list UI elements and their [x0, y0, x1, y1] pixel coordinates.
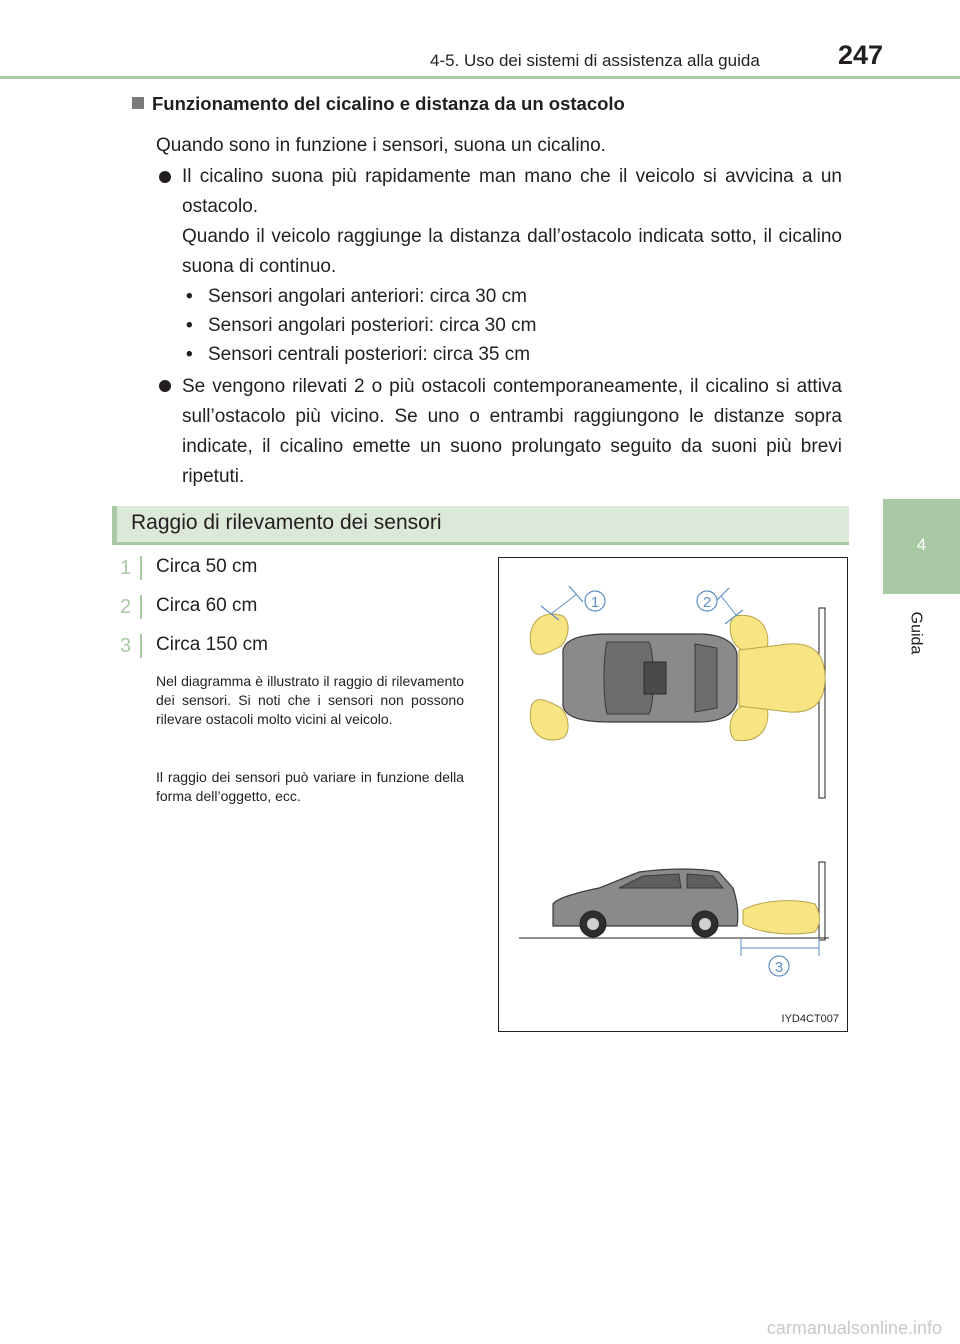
callout-3-label: 3	[774, 959, 784, 976]
subitem-front-corner: • Sensori angolari anteriori: circa 30 cm	[186, 286, 527, 307]
subsection-heading: Funzionamento del cicalino e distanza da un ostacolo	[132, 93, 625, 115]
watermark: carmanualsonline.info	[766, 1318, 942, 1338]
section-header-accent	[112, 506, 117, 542]
section-header-underline	[112, 542, 849, 545]
bullet-dot-icon	[159, 380, 171, 392]
section-title: Raggio di rilevamento dei sensori	[131, 511, 442, 534]
callout-2-label: 2	[702, 594, 712, 611]
car-side-view	[553, 869, 738, 937]
note-paragraph-1: Nel diagramma è illustrato il raggio di rilevamento dei sensori. Si noti che i sensori non possono rilevare ostacoli molto vicini al veicolo.	[156, 673, 464, 727]
subitem-rear-corner: • Sensori angolari posteriori: circa 30 cm	[186, 315, 537, 336]
wall-top	[819, 608, 825, 798]
bullet-dot-icon	[159, 171, 171, 183]
page-number: 247	[838, 40, 884, 70]
range-text-2: Circa 60 cm	[156, 595, 258, 616]
zone-rear-center	[739, 644, 825, 712]
zone-side-rear	[743, 901, 820, 934]
wall-side	[819, 862, 825, 940]
sensor-range-diagram	[498, 557, 848, 1032]
car-top-view	[563, 634, 737, 722]
header-section-title: 4-5. Uso dei sistemi di assistenza alla guida	[430, 51, 760, 70]
chapter-tab[interactable]	[883, 499, 960, 594]
intro-text: Quando sono in funzione i sensori, suona un cicalino.	[156, 135, 606, 156]
section-header	[112, 506, 849, 542]
header-divider	[0, 76, 960, 79]
range-number-1: 1	[120, 556, 142, 580]
diagram-svg	[499, 558, 849, 1033]
range-number-3: 3	[120, 634, 142, 658]
subitem-rear-center: • Sensori centrali posteriori: circa 35 cm	[186, 344, 531, 365]
diagram-code: IYD4CT007	[781, 1013, 839, 1025]
chapter-label: Guida	[907, 611, 925, 655]
bullet-2-text: Se vengono rilevati 2 o più ostacoli contemporaneamente, il cicalino si attiva sull’ostacolo più vicino. Se uno o entrambi raggiungono le distanze sopra indicate, il cicalino emette un suono prolungato seguito da suoni più brevi ripetuti.	[182, 376, 842, 487]
note-paragraph-2: Il raggio dei sensori può variare in funzione della forma dell’oggetto, ecc.	[156, 769, 464, 804]
callout-1-label: 1	[590, 594, 600, 611]
bullet-1-text2: Quando il veicolo raggiunge la distanza dall’ostacolo indicata sotto, il cicalino suona di continuo.	[182, 226, 842, 277]
dim-tick-1b	[569, 586, 583, 602]
range-text-1: Circa 50 cm	[156, 556, 258, 577]
square-bullet-icon	[132, 97, 144, 109]
chapter-number: 4	[916, 535, 927, 554]
zone-front-left	[530, 614, 568, 654]
bullet-1	[182, 162, 842, 282]
bullet-1-text: Il cicalino suona più rapidamente man mano che il veicolo si avvicina a un ostacolo.	[182, 166, 842, 217]
range-text-3: Circa 150 cm	[156, 634, 268, 655]
range-number-2: 2	[120, 595, 142, 619]
